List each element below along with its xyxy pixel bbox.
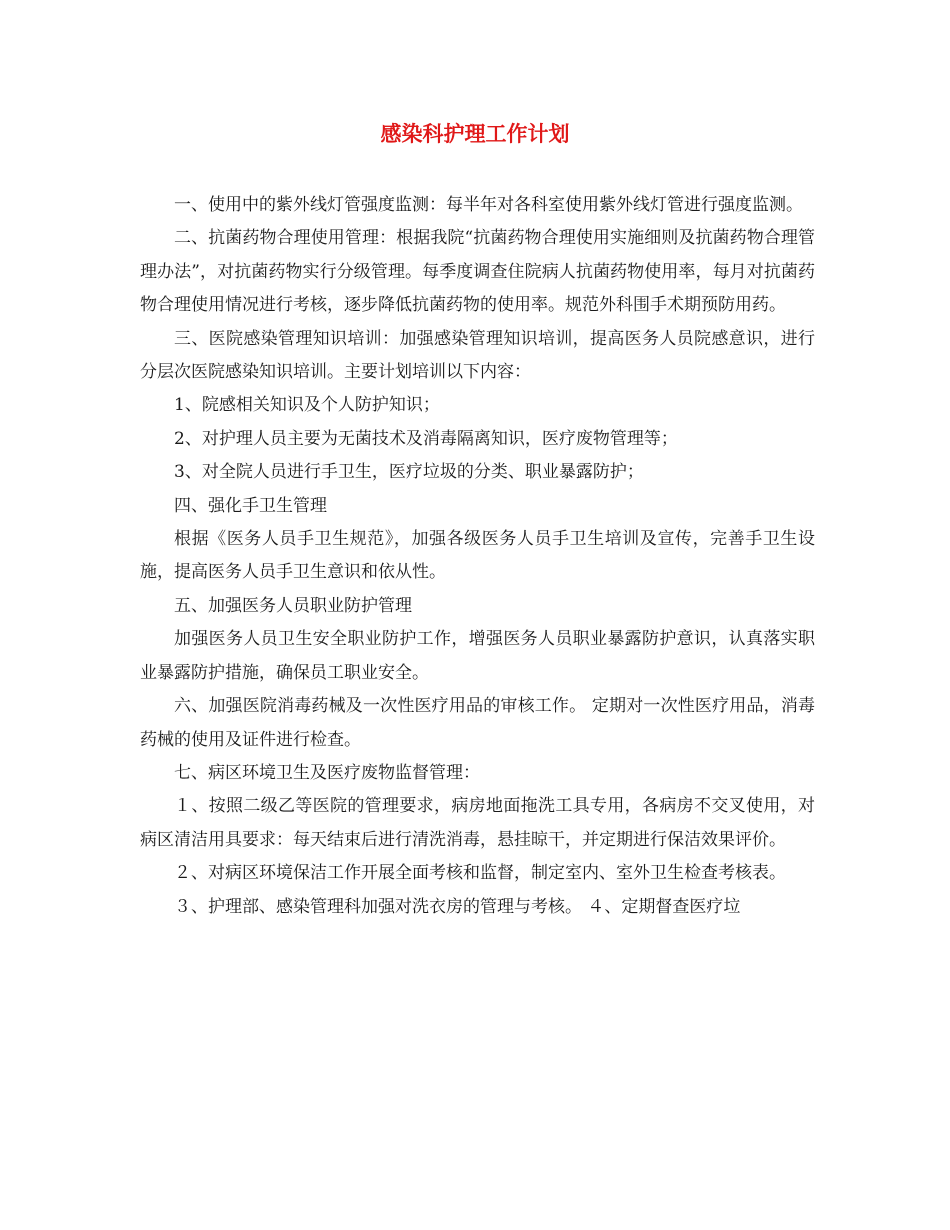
paragraph-hand-hygiene: 根据《医务人员手卫生规范》，加强各级医务人员手卫生培训及宣传，完善手卫生设施，提高医务人员手卫生意识和依从性。 bbox=[140, 529, 815, 583]
section-heading-environment-waste: 七、病区环境卫生及医疗废物监督管理： bbox=[174, 762, 480, 783]
paragraph-disinfection-review: 六、加强医院消毒药械及一次性医疗用品的审核工作。 定期对一次性医疗用品，消毒药械的使用及证件进行检查。 bbox=[140, 696, 815, 750]
paragraph-uv-lamp-monitoring: 一、使用中的紫外线灯管强度监测：每半年对各科室使用紫外线灯管进行强度监测。 bbox=[174, 195, 803, 215]
paragraph-infection-training: 三、医院感染管理知识培训：加强感染管理知识培训，提高医务人员院感意识，进行分层次医院感染知识培训。主要计划培训以下内容： bbox=[140, 328, 815, 383]
paragraph-antibiotic-management: 二、抗菌药物合理使用管理：根据我院“抗菌药物合理使用实施细则及抗菌药物合理管理办法”，对抗菌药物实行分级管理。每季度调查住院病人抗菌药物使用率，每月对抗菌药物合理使用情况进行考核，逐步降低抗菌药物的使用率。规范外科围手术期预防用药。 bbox=[140, 228, 815, 316]
document-body bbox=[140, 189, 815, 924]
list-item-training-2: 2、对护理人员主要为无菌技术及消毒隔离知识，医疗废物管理等； bbox=[174, 428, 678, 449]
list-item-environment-2: ２、对病区环境保洁工作开展全面考核和监督，制定室内、室外卫生检查考核表。 bbox=[174, 863, 786, 884]
list-item-training-1: 1、院感相关知识及个人防护知识； bbox=[174, 395, 440, 416]
section-heading-hand-hygiene: 四、强化手卫生管理 bbox=[174, 495, 327, 516]
list-item-environment-1: １、按照二级乙等医院的管理要求，病房地面拖洗工具专用，各病房不交叉使用，对病区清洁用具要求：每天结束后进行清洗消毒，悬挂晾干，并定期进行保洁效果评价。 bbox=[140, 796, 815, 850]
paragraph-occupational-protection: 加强医务人员卫生安全职业防护工作，增强医务人员职业暴露防护意识，认真落实职业暴露防护措施，确保员工职业安全。 bbox=[140, 629, 815, 683]
list-item-environment-3-4: ３、护理部、感染管理科加强对洗衣房的管理与考核。 ４、定期督查医疗垃 bbox=[174, 896, 741, 917]
document-title: 感染科护理工作计划 bbox=[380, 121, 570, 146]
list-item-training-3: 3、对全院人员进行手卫生，医疗垃圾的分类、职业暴露防护； bbox=[174, 462, 644, 483]
section-heading-occupational-protection: 五、加强医务人员职业防护管理 bbox=[174, 595, 412, 616]
